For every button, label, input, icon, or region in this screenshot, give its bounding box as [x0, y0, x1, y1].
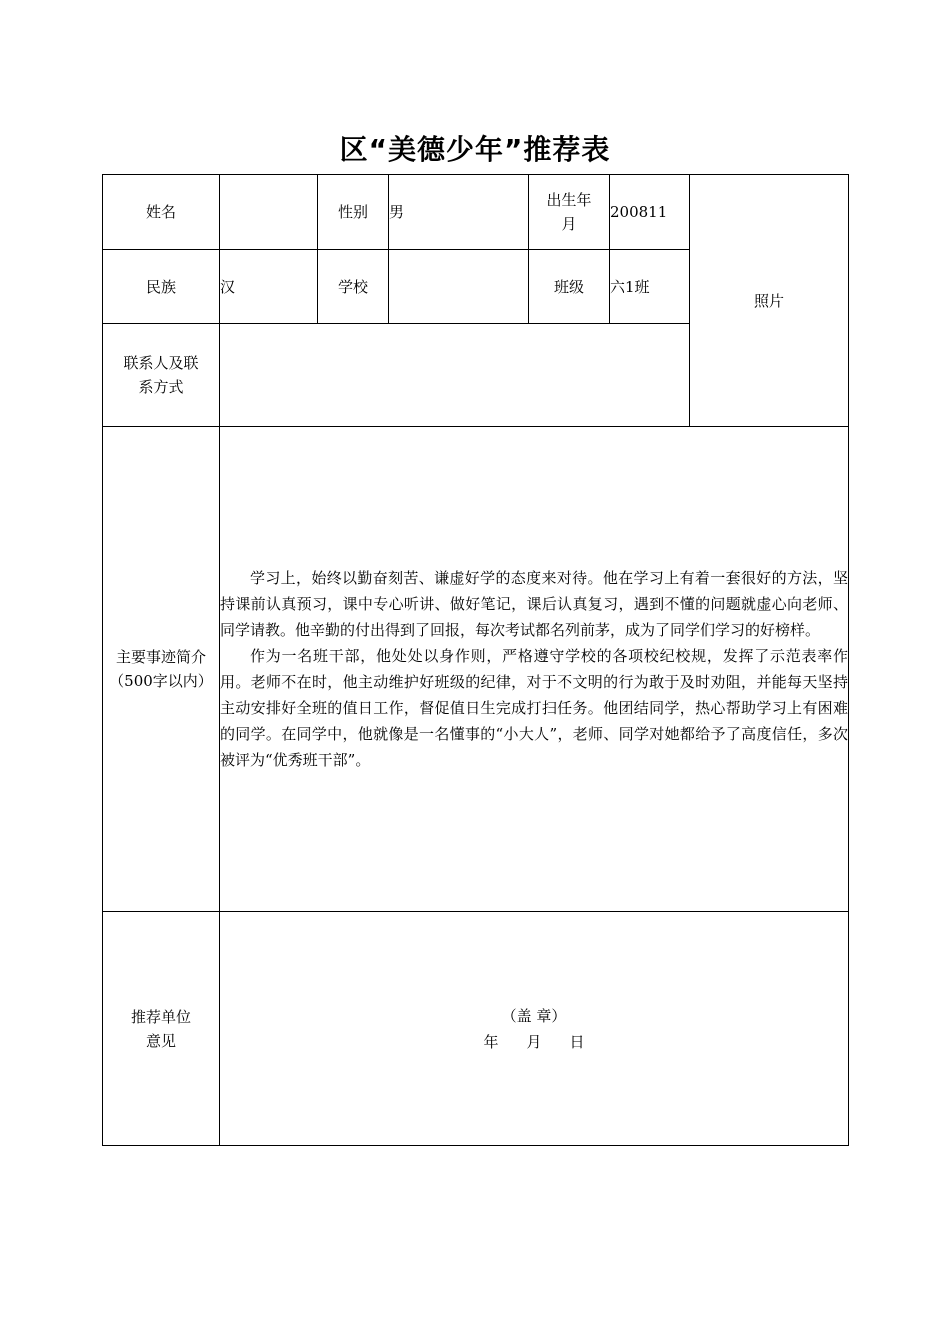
day-label: 日 — [569, 1032, 585, 1051]
recommendation-form-table — [102, 174, 849, 1146]
label-deeds: 主要事迹简介（500字以内） — [103, 427, 220, 912]
label-contact: 联系人及联系方式 — [103, 324, 220, 427]
row-deeds — [103, 427, 849, 912]
value-name[interactable] — [220, 175, 318, 250]
value-class[interactable]: 六1班 — [610, 250, 690, 324]
label-school: 学校 — [318, 250, 389, 324]
deeds-paragraph: 作为一名班干部，他处处以身作则，严格遵守学校的各项校纪校规，发挥了示范表率作用。老师不在时，他主动维护好班级的纪律，对于不文明的行为敢于及时劝阻，并能每天坚持主动安排好全班的值日工作，督促值日生完成打扫任务。他团结同学，热心帮助学习上有困难的同学。在同学中，他就像是一名懂事的“小大人”，老师、同学对她都给予了高度信任，多次被评为“优秀班干部”。 — [220, 647, 848, 769]
seal-text: （盖 章） — [501, 1006, 567, 1025]
form-title: 区“美德少年”推荐表 — [339, 133, 611, 166]
label-birth: 出生年月 — [529, 175, 610, 250]
label-ethnicity: 民族 — [103, 250, 220, 324]
value-school[interactable] — [389, 250, 529, 324]
month-label: 月 — [526, 1032, 542, 1051]
deeds-text[interactable] — [220, 427, 849, 912]
year-label: 年 — [483, 1032, 499, 1051]
recommend-opinion[interactable] — [220, 912, 849, 1146]
value-birth[interactable]: 200811 — [610, 175, 690, 250]
label-name: 姓名 — [103, 175, 220, 250]
value-gender[interactable]: 男 — [389, 175, 529, 250]
value-ethnicity[interactable]: 汉 — [220, 250, 318, 324]
label-class: 班级 — [529, 250, 610, 324]
date-line — [220, 1029, 848, 1055]
label-recommend: 推荐单位意见 — [103, 912, 220, 1146]
row-recommend — [103, 912, 849, 1146]
value-contact[interactable] — [220, 324, 690, 427]
deeds-paragraph: 学习上，始终以勤奋刻苦、谦虚好学的态度来对待。他在学习上有着一套很好的方法，坚持课前认真预习，课中专心听讲、做好笔记，课后认真复习，遇到不懂的问题就虚心向老师、同学请教。他辛勤的付出得到了回报，每次考试都名列前茅，成为了同学们学习的好榜样。 — [220, 569, 848, 639]
row-name-gender-birth — [103, 175, 849, 250]
photo-box: 照片 — [690, 175, 849, 427]
label-gender: 性别 — [318, 175, 389, 250]
